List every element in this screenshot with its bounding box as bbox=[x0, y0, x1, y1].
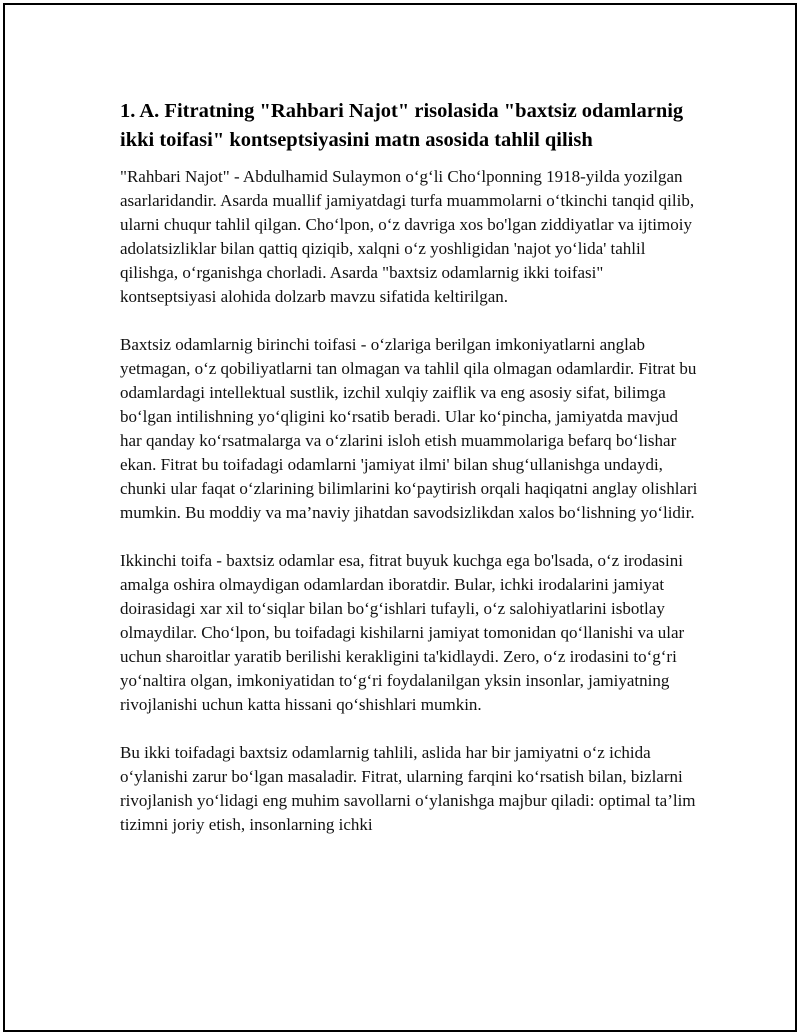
document-title: 1. A. Fitratning "Rahbari Najot" risolasida "baxtsiz odamlarnig ikki toifasi" kontseptsiyasini matn asosida tahlil qilish bbox=[120, 100, 684, 151]
paragraph-2: Baxtsiz odamlarnig birinchi toifasi - o‘zlariga berilgan imkoniyatlarni anglab yetmagan, o‘z qobiliyatlarni tan olmagan va tahlil qila olmagan odamlardir. Fitrat bu odamlardagi intellektual sustlik, izchil xulqiy zaiflik va eng asosiy sifat, bilimga bo‘lgan intilishning yo‘qligini ko‘rsatib beradi. Ular ko‘pincha, jamiyatda mavjud har qanday ko‘rsatmalarga va o‘zlarini isloh etish muammolariga befarq bo‘lishar ekan. Fitrat bu toifadagi odamlarni 'jamiyat ilmi' bilan shug‘ullanishga undaydi, chunki ular faqat o‘zlarining bilimlarini ko‘paytirish orqali haqiqatni anglay olishlari mumkin. Bu moddiy va ma’naviy jihatdan savodsizlikdan xalos bo‘lishning yo‘lidir. bbox=[120, 335, 698, 522]
paragraph-1: "Rahbari Najot" - Abdulhamid Sulaymon o‘g‘li Cho‘lponning 1918-yilda yozilgan asarlaridandir. Asarda muallif jamiyatdagi turfa muammolarni o‘tkinchi tanqid qilib, ularni chuqur tahlil qilgan. Cho‘lpon, o‘z davriga xos bo'lgan ziddiyatlar va ijtimoiy adolatsizliklar bilan qattiq qiziqib, xalqni o‘z yoshligidan 'najot yo‘lida' tahlil qilishga, o‘rganishga chorladi. Asarda "baxtsiz odamlarnig ikki toifasi" kontseptsiyasi alohida dolzarb mavzu sifatida keltirilgan. bbox=[120, 167, 695, 306]
paragraph-3: Ikkinchi toifa - baxtsiz odamlar esa, fitrat buyuk kuchga ega bo'lsada, o‘z irodasini amalga oshira olmaydigan odamlardan iboratdir. Bular, ichki irodalarini jamiyat doirasidagi xar xil to‘siqlar bilan bo‘g‘ishlari tufayli, o‘z salohiyatlarini isbotlay olmaydilar. Cho‘lpon, bu toifadagi kishilarni jamiyat tomonidan qo‘llanishi va ular uchun sharoitlar yaratib berilishi kerakligini ta'kidlaydi. Zero, o‘z irodasini to‘g‘ri yo‘naltira olgan, imkoniyatidan to‘g‘ri foydalanilgan yksin insonlar, jamiyatning rivojlanishi uchun katta hissani qo‘shishlari mumkin. bbox=[120, 551, 685, 714]
document-body bbox=[120, 97, 700, 861]
page-frame bbox=[3, 3, 797, 1032]
paragraph-4: Bu ikki toifadagi baxtsiz odamlarnig tahlili, aslida har bir jamiyatni o‘z ichida o‘ylanishi zarur bo‘lgan masaladir. Fitrat, ularning farqini ko‘rsatish bilan, bizlarni rivojlanish yo‘lidagi eng muhim savollarni o‘ylanishga majbur qiladi: optimal ta’lim tizimni joriy etish, insonlarning ichki bbox=[120, 743, 696, 834]
